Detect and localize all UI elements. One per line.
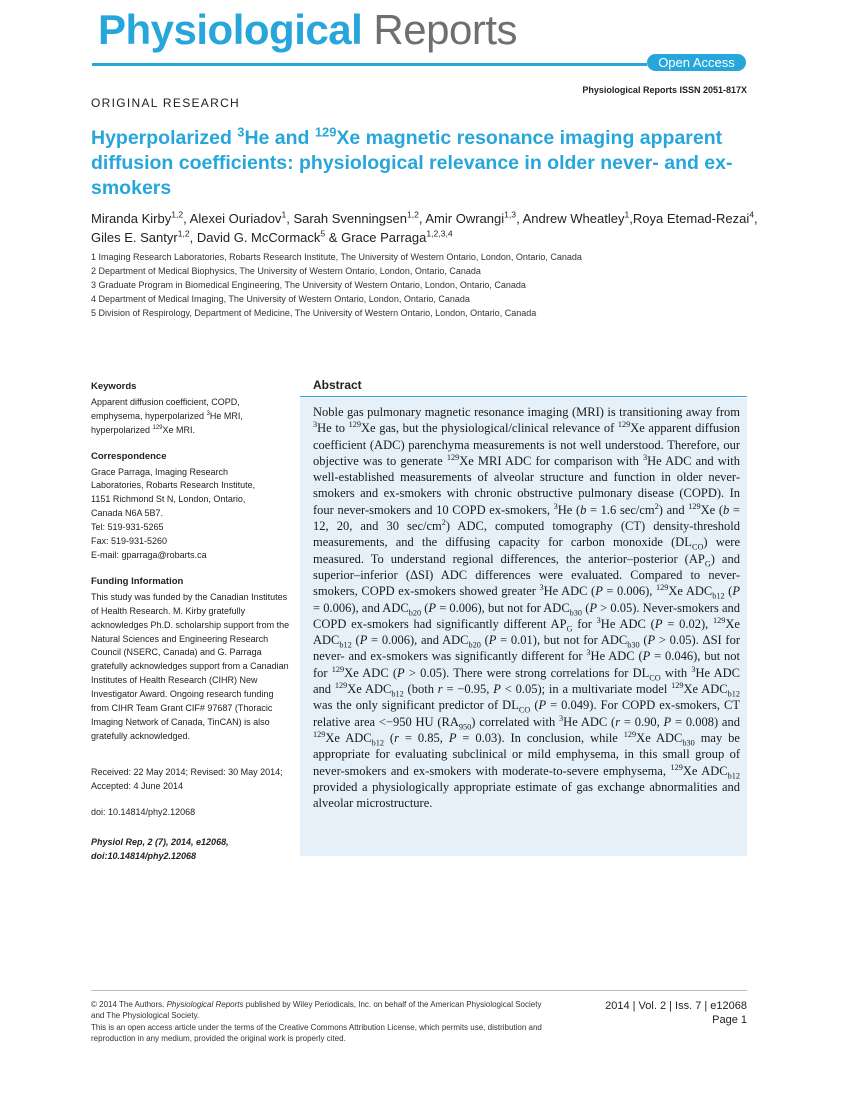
header-rule	[92, 63, 647, 66]
affiliation-item: 5 Division of Respirology, Department of Medicine, The University of Western Ontario, London, Ontario, Canada	[91, 308, 537, 318]
abstract-italic: P	[448, 730, 457, 745]
abstract-superscript: 3	[596, 615, 601, 625]
footer-rule	[91, 990, 747, 991]
abstract-superscript: 129	[623, 729, 637, 739]
abstract-italic: r	[615, 714, 621, 729]
keywords-heading: Keywords	[91, 381, 137, 392]
author-affiliation-marker: 1	[624, 209, 630, 220]
journal-name-part2: Reports	[373, 6, 517, 53]
abstract-italic: r	[394, 730, 399, 745]
abstract-superscript: 3	[642, 452, 648, 462]
abstract-subscript: CO	[691, 542, 704, 552]
correspondence-email[interactable]: E-mail: gparraga@robarts.ca	[91, 549, 207, 560]
correspondence-line: Laboratories, Robarts Research Institute,	[91, 480, 256, 491]
author-affiliation-marker: 4	[749, 209, 754, 220]
abstract-italic: P	[397, 665, 405, 680]
abstract-italic: P	[359, 633, 368, 648]
author-list: Miranda Kirby$^{1,2}$, Alexei Ouriadov$^1$, Sarah Svenningsen$^{1,2}$, Amir Owrangi$^{1,3}$, Andrew Wheatley$^1$,Roya Etemad-Rezai$^4$, Giles E. Santyr$^{1,2}$, David G. McCormack$^5$ & Grace Parraga$^{1,2,3,4}$	[91, 209, 758, 245]
article-type-label: ORIGINAL RESEARCH	[91, 96, 241, 110]
abstract-superscript: 3	[559, 713, 564, 723]
bibliographic-citation: Physiol Rep, 2 (7), 2014, e12068, doi:10.14814/phy2.12068	[91, 837, 229, 862]
abstract-superscript: 129	[688, 501, 701, 511]
footer-copyright	[91, 999, 551, 1044]
abstract-italic: P	[488, 633, 497, 648]
abstract-italic: P	[663, 714, 672, 729]
abstract-heading: Abstract	[313, 378, 362, 392]
affiliation-item: 3 Graduate Program in Biomedical Engineering, The University of Western Ontario, London, Ontario, Canada	[91, 280, 526, 290]
article-sidebar	[91, 380, 291, 864]
abstract-superscript: 3	[553, 501, 558, 511]
author-affiliation-marker: 1,2,3,4	[426, 228, 453, 239]
abstract-subscript: b12	[727, 689, 740, 699]
correspondence-heading: Correspondence	[91, 450, 167, 462]
journal-logo	[98, 6, 517, 54]
affiliation-item: 4 Department of Medical Imaging, The University of Western Ontario, London, Ontario, Canada	[91, 294, 470, 304]
abstract-superscript: 129	[656, 583, 669, 593]
abstract-superscript: 129	[671, 680, 684, 690]
abstract-subscript: b30	[569, 608, 583, 618]
author-name: Andrew Wheatley	[522, 211, 625, 226]
journal-name-part1: Physiological	[98, 6, 363, 53]
abstract-subscript: b12	[712, 591, 725, 601]
abstract-superscript: 129	[713, 615, 726, 625]
abstract-italic: P	[732, 584, 740, 599]
author-affiliation-marker: 1,2	[171, 209, 184, 220]
abstract-subscript: b20	[408, 608, 422, 618]
affiliation-list	[91, 250, 771, 320]
abstract-superscript: 3	[691, 664, 696, 674]
author-name: Miranda Kirby	[91, 211, 172, 226]
abstract-superscript: 2	[441, 517, 446, 527]
correspondence-tel: Tel: 519-931-5265	[91, 522, 164, 533]
article-dates: Received: 22 May 2014; Revised: 30 May 2014; Accepted: 4 June 2014	[91, 766, 283, 791]
abstract-subscript: b12	[371, 738, 384, 748]
abstract-italic: r	[437, 682, 443, 697]
abstract-italic: P	[589, 600, 597, 615]
abstract-italic: b	[723, 502, 730, 517]
abstract-superscript: 129	[334, 680, 348, 690]
abstract-superscript: 129	[313, 729, 326, 739]
abstract-subscript: CO	[649, 673, 661, 683]
abstract-subscript: b12	[339, 640, 352, 650]
keywords-text: Apparent diffusion coefficient, COPD, emphysema, hyperpolarized $^3$He MRI, hyperpolarized $^{129}$Xe MRI.	[91, 396, 243, 435]
author-affiliation-marker: 1,2	[177, 228, 190, 239]
author-affiliation-marker: 5	[320, 228, 326, 239]
footer-citation	[605, 999, 747, 1027]
author-name: Roya Etemad-Rezai	[632, 211, 750, 226]
abstract-superscript: 3	[586, 648, 591, 658]
author-affiliation-marker: 1,2	[406, 209, 419, 220]
author-name: Grace Parraga	[341, 230, 427, 245]
keywords-block	[91, 380, 291, 438]
abstract-superscript: 3	[539, 583, 544, 593]
correspondence-line: 1151 Richmond St N, London, Ontario,	[91, 494, 246, 505]
issue-citation: 2014 | Vol. 2 | Iss. 7 | e12068	[605, 1000, 747, 1012]
abstract-superscript: 129	[348, 420, 362, 430]
page-number: Page 1	[712, 1014, 747, 1026]
abstract-subscript: b20	[468, 640, 481, 650]
author-name: Sarah Svenningsen	[293, 211, 407, 226]
affiliation-item: 2 Department of Medical Biophysics, The University of Western Ontario, London, Ontario, Canada	[91, 266, 481, 276]
license-notice: This is an open access article under the terms of the Creative Commons Attribution License, which permits use, distribution and reproduction in any medium, provided the original work is properly cited.	[91, 1022, 542, 1043]
abstract-subscript: b30	[682, 738, 695, 748]
open-access-badge: Open Access	[647, 54, 746, 71]
article-doi[interactable]: doi: 10.14814/phy2.12068	[91, 806, 196, 817]
abstract-italic: P	[493, 682, 501, 697]
abstract-superscript: 129	[670, 762, 683, 772]
author-affiliation-marker: 1	[281, 209, 287, 220]
abstract-subscript: G	[704, 559, 711, 569]
abstract-superscript: 129	[331, 664, 345, 674]
abstract-subscript: b12	[727, 771, 741, 781]
article-title: Hyperpolarized $^3$He and $^{129}$Xe magnetic resonance imaging apparent diffusion coefficients: physiological relevance in older never- and ex-smokers	[91, 124, 733, 199]
author-name: Amir Owrangi	[425, 211, 505, 226]
abstract-italic: P	[654, 616, 663, 631]
abstract-italic: b	[580, 502, 587, 517]
funding-heading: Funding Information	[91, 575, 184, 587]
abstract-italic: P	[647, 633, 656, 648]
author-affiliation-marker: 1,3	[504, 209, 517, 220]
author-name: David G. McCormack	[196, 230, 321, 245]
abstract-subscript: 950	[458, 722, 472, 732]
abstract-subscript: b12	[391, 689, 404, 699]
author-name: Giles E. Santyr	[91, 230, 178, 245]
abstract-subscript: b30	[627, 640, 640, 650]
correspondence-block	[91, 450, 291, 563]
funding-block	[91, 575, 291, 744]
issn-line: Physiological Reports ISSN 2051-817X	[582, 85, 747, 95]
abstract-subscript: CO	[518, 705, 531, 715]
abstract-superscript: 2	[654, 501, 659, 511]
author-name: Alexei Ouriadov	[189, 211, 282, 226]
abstract-italic: P	[595, 584, 603, 599]
abstract-superscript: 129	[446, 452, 460, 462]
abstract-text: Noble gas pulmonary magnetic resonance imaging (MRI) is transitioning away from $^3$He to $^{129}$Xe gas, but the physiological/clinical relevance of $^{129}$Xe apparent diffusion coefficient (ADC) parenchyma measurements is not well understood. Therefore, our objective was to generate $^{129}$Xe MRI ADC for comparison with $^3$He ADC and with well-established measurements of alveolar structure and function in older never-smokers and ex-smokers with chronic obstructive pulmonary disease (COPD). In four never-smokers and 10 COPD ex-smokers, $^3$He (b = 1.6 $\sec/cm^2$) and $^{129}$Xe (b = 12, 20, and 30 $\sec/cm^2$) ADC, computed tomography (CT) density-threshold measurements, and the diffusing capacity for carbon monoxide $(DL_{CO})$ were measured. To understand regional differences, the anterior–posterior $(AP_G)$ and superior–inferior (ΔSI) ADC differences were evaluated. Compared to never-smokers, COPD ex-smokers showed greater $^3$He ADC (P = 0.006), $^{129}$Xe $ADC_{b12}$ (P = 0.006), and $ADC_{b20}$ (P = 0.006), but not for $ADC_{b30}$ (P > 0.05). Never-smokers and COPD ex-smokers had significantly different $AP_G$ for $^3$He ADC (P = 0.02), $^{129}$Xe $ADC_{b12}$ (P = 0.006), and $ADC_{b20}$ (P = 0.01), but not for $ADC_{b30}$ (P > 0.05). ΔSI for never- and ex-smokers was significantly different for $^3$He ADC (P = 0.046), but not for $^{129}$Xe ADC (P > 0.05). There were strong correlations for $DL_{CO}$ with $^3$He ADC and $^{129}$Xe $ADC_{b12}$ (both r = −0.95, P < 0.05); in a multivariate model $^{129}$Xe $ADC_{b12}$ was the only significant predictor of $DL_{CO}$ (P = 0.049). For COPD ex-smokers, CT relative area <−950 HU $(RA_{950})$ correlated with $^3$He ADC (r = 0.90, P = 0.008) and $^{129}$Xe $ADC_{b12}$ (r = 0.85, P = 0.03). In conclusion, while $^{129}$Xe $ADC_{b30}$ may be appropriate for evaluating subclinical or mild emphysema, in this small group of never-smokers and ex-smokers with moderate-to-severe emphysema, $^{129}$Xe $ADC_{b12}$ provided a physiologically appropriate estimate of gas exchange abnormalities and alveolar microstructure.	[313, 405, 741, 811]
funding-text: This study was funded by the Canadian Institutes of Health Research. M. Kirby gratefully acknowledges Ph.D. scholarship support from the Natural Sciences and Engineering Research Council (NSERC, Canada) and G. Parraga gratefully acknowledges support from a Canadian Institutes of Health Research (CIHR) New Investigator Award. Ongoing research funding from CIHR Team Grant CIF# 97687 (Thoracic Imaging Network of Canada, TinCAN) is also gratefully acknowledged.	[91, 591, 290, 741]
abstract-superscript: 129	[617, 420, 631, 430]
abstract-subscript: G	[566, 624, 573, 634]
correspondence-line: Canada N6A 5B7.	[91, 508, 164, 519]
copyright-notice: © 2014 The Authors. Physiological Reports published by Wiley Periodicals, Inc. on behalf of the American Physiological Society and The Physiological Society.	[91, 1000, 542, 1021]
abstract-italic: P	[642, 649, 651, 664]
abstract-superscript: 3	[313, 420, 318, 430]
correspondence-fax: Fax: 519-931-5260	[91, 536, 168, 547]
abstract-italic: P	[538, 698, 547, 713]
abstract-italic: P	[428, 600, 437, 615]
correspondence-line: Grace Parraga, Imaging Research	[91, 466, 229, 477]
abstract-rule	[300, 396, 747, 397]
affiliation-item: 1 Imaging Research Laboratories, Robarts Research Institute, The University of Western Ontario, London, Ontario, Canada	[91, 252, 582, 262]
